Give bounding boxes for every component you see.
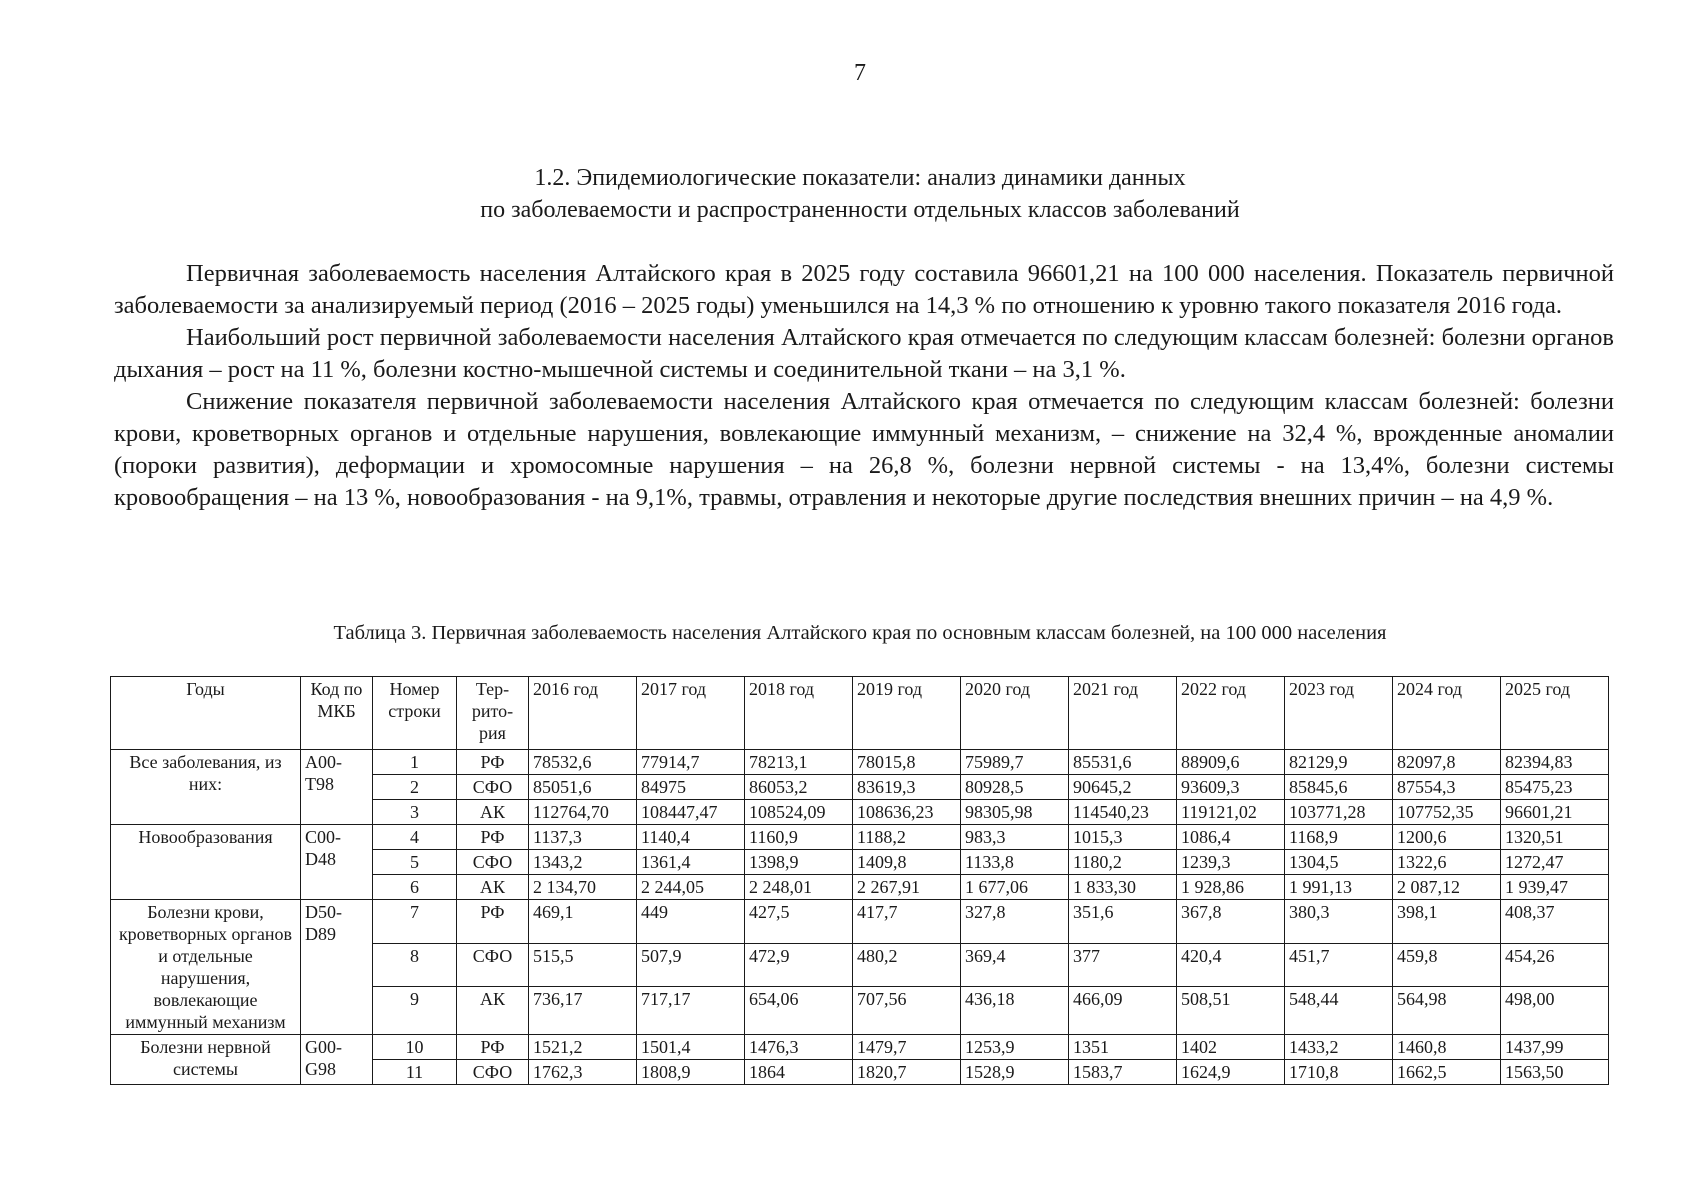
- header-2017: 2017 год: [637, 677, 745, 750]
- heading-line-2: по заболеваемости и распространенности отдельных классов заболеваний: [480, 197, 1240, 223]
- value-cell: 1402: [1177, 1035, 1285, 1060]
- value-cell: 1583,7: [1069, 1060, 1177, 1085]
- value-cell: 85475,23: [1501, 775, 1609, 800]
- value-cell: 1762,3: [529, 1060, 637, 1085]
- value-cell: 82394,83: [1501, 750, 1609, 775]
- territory: СФО: [457, 850, 529, 875]
- value-cell: 1137,3: [529, 825, 637, 850]
- header-2023: 2023 год: [1285, 677, 1393, 750]
- table-row: [111, 825, 1609, 850]
- territory: СФО: [457, 775, 529, 800]
- territory: СФО: [457, 943, 529, 987]
- value-cell: 515,5: [529, 943, 637, 987]
- icd-code: D50-D89: [301, 900, 373, 1035]
- disease-class-name: Болезни нервной системы: [111, 1035, 301, 1085]
- value-cell: 98305,98: [961, 800, 1069, 825]
- value-cell: 1015,3: [1069, 825, 1177, 850]
- table-row: [111, 750, 1609, 775]
- value-cell: 1437,99: [1501, 1035, 1609, 1060]
- value-cell: 1479,7: [853, 1035, 961, 1060]
- territory: АК: [457, 875, 529, 900]
- value-cell: 436,18: [961, 987, 1069, 1035]
- table-header-row: [111, 677, 1609, 750]
- value-cell: 1433,2: [1285, 1035, 1393, 1060]
- header-territory: Тер-рито-рия: [457, 677, 529, 750]
- value-cell: 1864: [745, 1060, 853, 1085]
- value-cell: 1476,3: [745, 1035, 853, 1060]
- header-2016: 2016 год: [529, 677, 637, 750]
- section-heading: [0, 162, 1696, 226]
- value-cell: 103771,28: [1285, 800, 1393, 825]
- value-cell: 84975: [637, 775, 745, 800]
- value-cell: 108636,23: [853, 800, 961, 825]
- value-cell: 75989,7: [961, 750, 1069, 775]
- value-cell: 85845,6: [1285, 775, 1393, 800]
- table-row: [111, 1035, 1609, 1060]
- value-cell: 417,7: [853, 900, 961, 944]
- value-cell: 108447,47: [637, 800, 745, 825]
- value-cell: 1239,3: [1177, 850, 1285, 875]
- value-cell: 1820,7: [853, 1060, 961, 1085]
- value-cell: 427,5: [745, 900, 853, 944]
- value-cell: 736,17: [529, 987, 637, 1035]
- header-2024: 2024 год: [1393, 677, 1501, 750]
- value-cell: 480,2: [853, 943, 961, 987]
- value-cell: 114540,23: [1069, 800, 1177, 825]
- value-cell: 380,3: [1285, 900, 1393, 944]
- territory: РФ: [457, 900, 529, 944]
- header-2022: 2022 год: [1177, 677, 1285, 750]
- heading-line-1: 1.2. Эпидемиологические показатели: анализ динамики данных: [534, 165, 1186, 191]
- value-cell: 983,3: [961, 825, 1069, 850]
- paragraph-1: Первичная заболеваемость населения Алтайского края в 2025 году составила 96601,21 на 100 000 населения. Показатель первичной заболеваемости за анализируемый период (2016 – 2025 годы) уменьшился на 14,3 % по отношению к уровню такого показателя 2016 года.: [114, 260, 1614, 319]
- territory: РФ: [457, 750, 529, 775]
- value-cell: 77914,7: [637, 750, 745, 775]
- value-cell: 1253,9: [961, 1035, 1069, 1060]
- header-2018: 2018 год: [745, 677, 853, 750]
- value-cell: 1808,9: [637, 1060, 745, 1085]
- value-cell: 1086,4: [1177, 825, 1285, 850]
- value-cell: 1409,8: [853, 850, 961, 875]
- value-cell: 1501,4: [637, 1035, 745, 1060]
- value-cell: 1 991,13: [1285, 875, 1393, 900]
- value-cell: 717,17: [637, 987, 745, 1035]
- value-cell: 398,1: [1393, 900, 1501, 944]
- value-cell: 80928,5: [961, 775, 1069, 800]
- header-years: Годы: [111, 677, 301, 750]
- value-cell: 1343,2: [529, 850, 637, 875]
- value-cell: 1528,9: [961, 1060, 1069, 1085]
- value-cell: 564,98: [1393, 987, 1501, 1035]
- value-cell: 1351: [1069, 1035, 1177, 1060]
- value-cell: 454,26: [1501, 943, 1609, 987]
- value-cell: 1322,6: [1393, 850, 1501, 875]
- value-cell: 78015,8: [853, 750, 961, 775]
- value-cell: 96601,21: [1501, 800, 1609, 825]
- paragraph-2: Наибольший рост первичной заболеваемости населения Алтайского края отмечается по следующим классам болезней: болезни органов дыхания – рост на 11 %, болезни костно-мышечной системы и соединительной ткани – на 3,1 %.: [114, 324, 1614, 383]
- value-cell: 93609,3: [1177, 775, 1285, 800]
- value-cell: 82097,8: [1393, 750, 1501, 775]
- value-cell: 1180,2: [1069, 850, 1177, 875]
- value-cell: 1133,8: [961, 850, 1069, 875]
- value-cell: 377: [1069, 943, 1177, 987]
- row-number: 10: [373, 1035, 457, 1060]
- row-number: 8: [373, 943, 457, 987]
- body-text: [114, 258, 1614, 514]
- value-cell: 1 939,47: [1501, 875, 1609, 900]
- value-cell: 507,9: [637, 943, 745, 987]
- table-row: [111, 900, 1609, 944]
- value-cell: 367,8: [1177, 900, 1285, 944]
- row-number: 6: [373, 875, 457, 900]
- value-cell: 1398,9: [745, 850, 853, 875]
- icd-code: A00-T98: [301, 750, 373, 825]
- value-cell: 87554,3: [1393, 775, 1501, 800]
- value-cell: 108524,09: [745, 800, 853, 825]
- territory: АК: [457, 987, 529, 1035]
- value-cell: 86053,2: [745, 775, 853, 800]
- value-cell: 466,09: [1069, 987, 1177, 1035]
- value-cell: 1460,8: [1393, 1035, 1501, 1060]
- value-cell: 2 244,05: [637, 875, 745, 900]
- header-row-number: Номер строки: [373, 677, 457, 750]
- value-cell: 1 833,30: [1069, 875, 1177, 900]
- header-2021: 2021 год: [1069, 677, 1177, 750]
- value-cell: 90645,2: [1069, 775, 1177, 800]
- value-cell: 1710,8: [1285, 1060, 1393, 1085]
- value-cell: 78532,6: [529, 750, 637, 775]
- value-cell: 85531,6: [1069, 750, 1177, 775]
- header-2019: 2019 год: [853, 677, 961, 750]
- value-cell: 88909,6: [1177, 750, 1285, 775]
- value-cell: 119121,02: [1177, 800, 1285, 825]
- territory: РФ: [457, 1035, 529, 1060]
- icd-code: C00-D48: [301, 825, 373, 900]
- value-cell: 2 134,70: [529, 875, 637, 900]
- territory: СФО: [457, 1060, 529, 1085]
- row-number: 2: [373, 775, 457, 800]
- value-cell: 1361,4: [637, 850, 745, 875]
- value-cell: 1 928,86: [1177, 875, 1285, 900]
- value-cell: 112764,70: [529, 800, 637, 825]
- disease-class-name: Новообразования: [111, 825, 301, 900]
- value-cell: 85051,6: [529, 775, 637, 800]
- value-cell: 451,7: [1285, 943, 1393, 987]
- value-cell: 498,00: [1501, 987, 1609, 1035]
- value-cell: 654,06: [745, 987, 853, 1035]
- table-body: [111, 750, 1609, 1085]
- value-cell: 1272,47: [1501, 850, 1609, 875]
- value-cell: 327,8: [961, 900, 1069, 944]
- row-number: 1: [373, 750, 457, 775]
- value-cell: 1160,9: [745, 825, 853, 850]
- row-number: 4: [373, 825, 457, 850]
- value-cell: 548,44: [1285, 987, 1393, 1035]
- page-number: 7: [854, 60, 866, 86]
- disease-class-name: Все заболевания, из них:: [111, 750, 301, 825]
- paragraph-3: Снижение показателя первичной заболеваемости населения Алтайского края отмечается по следующим классам болезней: болезни крови, кроветворных органов и отдельные нарушения, вовлекающие иммунный механизм, – снижение на 32,4 %, врожденные аномалии (пороки развития), деформации и хромосомные нарушения – на 26,8 %, болезни нервной системы - на 13,4%, болезни системы кровообращения – на 13 %, новообразования - на 9,1%, травмы, отравления и некоторые другие последствия внешних причин – на 4,9 %.: [114, 388, 1614, 511]
- row-number: 5: [373, 850, 457, 875]
- value-cell: 78213,1: [745, 750, 853, 775]
- value-cell: 420,4: [1177, 943, 1285, 987]
- value-cell: 1168,9: [1285, 825, 1393, 850]
- header-2020: 2020 год: [961, 677, 1069, 750]
- value-cell: 107752,35: [1393, 800, 1501, 825]
- value-cell: 83619,3: [853, 775, 961, 800]
- value-cell: 2 248,01: [745, 875, 853, 900]
- value-cell: 1624,9: [1177, 1060, 1285, 1085]
- value-cell: 508,51: [1177, 987, 1285, 1035]
- value-cell: 351,6: [1069, 900, 1177, 944]
- value-cell: 469,1: [529, 900, 637, 944]
- value-cell: 82129,9: [1285, 750, 1393, 775]
- territory: АК: [457, 800, 529, 825]
- value-cell: 449: [637, 900, 745, 944]
- disease-class-name: Болезни крови, кроветворных органов и отдельные нарушения, вовлекающие иммунный механизм: [111, 900, 301, 1035]
- icd-code: G00-G98: [301, 1035, 373, 1085]
- value-cell: 2 087,12: [1393, 875, 1501, 900]
- value-cell: 472,9: [745, 943, 853, 987]
- row-number: 9: [373, 987, 457, 1035]
- value-cell: 2 267,91: [853, 875, 961, 900]
- row-number: 3: [373, 800, 457, 825]
- value-cell: 408,37: [1501, 900, 1609, 944]
- value-cell: 1521,2: [529, 1035, 637, 1060]
- value-cell: 459,8: [1393, 943, 1501, 987]
- row-number: 7: [373, 900, 457, 944]
- value-cell: 369,4: [961, 943, 1069, 987]
- value-cell: 707,56: [853, 987, 961, 1035]
- table-caption: Таблица 3. Первичная заболеваемость населения Алтайского края по основным классам болезней, на 100 000 населения: [333, 622, 1387, 644]
- row-number: 11: [373, 1060, 457, 1085]
- value-cell: 1140,4: [637, 825, 745, 850]
- value-cell: 1662,5: [1393, 1060, 1501, 1085]
- territory: РФ: [457, 825, 529, 850]
- value-cell: 1188,2: [853, 825, 961, 850]
- header-2025: 2025 год: [1501, 677, 1609, 750]
- value-cell: 1200,6: [1393, 825, 1501, 850]
- header-code: Код по МКБ: [301, 677, 373, 750]
- value-cell: 1 677,06: [961, 875, 1069, 900]
- value-cell: 1320,51: [1501, 825, 1609, 850]
- value-cell: 1304,5: [1285, 850, 1393, 875]
- morbidity-table: [110, 676, 1609, 1085]
- value-cell: 1563,50: [1501, 1060, 1609, 1085]
